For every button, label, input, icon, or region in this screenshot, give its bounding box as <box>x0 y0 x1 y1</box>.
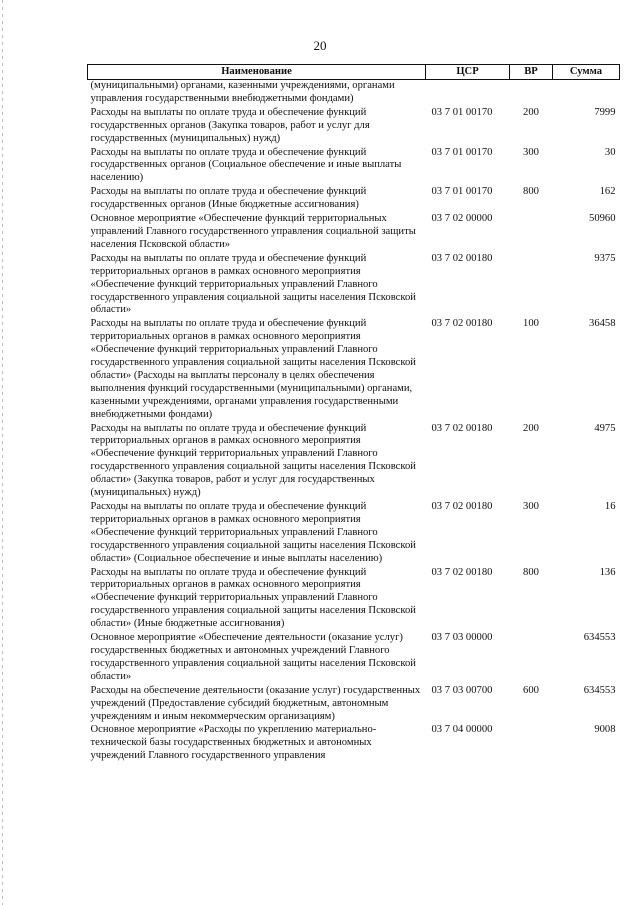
row-sum: 634553 <box>583 632 616 644</box>
row-name: Расходы на выплаты по оплате труда и обеспечение функций государственных органов (Закупка товаров, работ и услуг для государственных (муниципальных) нужд) <box>90 106 370 144</box>
row-name: Расходы на выплаты по оплате труда и обеспечение функций территориальных органов в рамках основного мероприятия «Обеспечение функций территориальных управлений Главного государственного управления социальной защиты населения Псковской области» <box>90 252 416 316</box>
row-vr: 800 <box>523 186 539 198</box>
header-csr: ЦСР <box>426 65 510 80</box>
row-sum: 16 <box>604 501 616 512</box>
row-csr: 03 7 01 00170 <box>431 186 493 198</box>
row-sum: 634553 <box>583 684 616 696</box>
row-sum: 9375 <box>594 252 616 264</box>
row-name: (муниципальными) органами, казенными учреждениями, органами управления государственными внебюджетными фондами) <box>90 80 395 104</box>
row-csr: 03 7 02 00000 <box>431 213 493 225</box>
row-vr: 200 <box>523 422 539 434</box>
page-edge-margin <box>2 0 3 905</box>
row-csr: 03 7 02 00180 <box>431 318 493 330</box>
row-vr: 300 <box>523 146 539 158</box>
row-vr: 300 <box>523 501 539 512</box>
row-vr: 800 <box>523 566 539 578</box>
table-row <box>88 567 620 633</box>
row-vr <box>510 632 553 685</box>
row-csr <box>426 80 510 107</box>
row-csr: 03 7 01 00170 <box>431 106 493 118</box>
table-row <box>88 80 620 107</box>
row-name: Расходы на выплаты по оплате труда и обеспечение функций территориальных органов в рамках основного мероприятия «Обеспечение функций территориальных управлений Главного государственного управления социальной защиты населения Псковской области» (Социальное обеспечение и иные выплаты населению) <box>90 501 416 564</box>
header-vr: ВР <box>510 65 553 80</box>
row-name: Расходы на выплаты по оплате труда и обеспечение функций территориальных органов в рамках основного мероприятия «Обеспечение функций территориальных управлений Главного государственного управления социальной защиты населения Псковской области» (Расходы на выплаты персоналу в целях обеспечения выполнения функций государственными (муниципальными) органами, казенными учреждениями, органами управления государственными внебюджетными фондами) <box>90 318 416 420</box>
table-header-row <box>88 65 620 80</box>
header-sum: Сумма <box>553 65 620 80</box>
table-row <box>88 724 620 764</box>
row-sum: 7999 <box>594 106 616 118</box>
budget-table <box>87 64 620 764</box>
row-vr: 100 <box>523 318 539 330</box>
table-row <box>88 318 620 422</box>
row-vr <box>510 80 553 107</box>
row-csr: 03 7 01 00170 <box>431 146 493 158</box>
table-row <box>88 253 620 319</box>
table-row <box>88 107 620 147</box>
row-vr <box>510 724 553 764</box>
row-name: Основное мероприятие «Обеспечение функций территориальных управлений Главного государственного управления социальной защиты населения Псковской области» <box>90 213 416 250</box>
row-vr <box>510 213 553 253</box>
row-vr: 200 <box>523 106 539 118</box>
row-sum: 162 <box>599 186 616 198</box>
row-csr: 03 7 02 00180 <box>431 252 493 264</box>
row-csr: 03 7 02 00180 <box>431 566 493 578</box>
row-csr: 03 7 03 00000 <box>431 632 493 644</box>
table-row <box>88 685 620 725</box>
row-sum: 9008 <box>594 724 616 736</box>
row-sum <box>553 80 620 107</box>
row-name: Расходы на выплаты по оплате труда и обеспечение функций территориальных органов в рамках основного мероприятия «Обеспечение функций территориальных управлений Главного государственного управления социальной защиты населения Псковской области» (Иные бюджетные ассигнования) <box>90 566 416 630</box>
page-number: 20 <box>313 38 327 53</box>
row-csr: 03 7 02 00180 <box>431 422 493 434</box>
row-vr <box>510 253 553 319</box>
table-row <box>88 186 620 213</box>
table-row <box>88 501 620 567</box>
table-row <box>88 213 620 253</box>
row-vr: 600 <box>523 684 539 696</box>
row-sum: 4975 <box>594 422 616 434</box>
row-name: Основное мероприятие «Расходы по укреплению материально-технической базы государственных бюджетных и автономных учреждений Главного государственного управления <box>90 724 377 762</box>
row-name: Основное мероприятие «Обеспечение деятельности (оказание услуг) государственных бюджетных и автономных учреждений Главного государственного управления социальной защиты населения Псковской области» <box>90 632 416 682</box>
row-csr: 03 7 03 00700 <box>431 684 493 696</box>
row-sum: 30 <box>604 146 616 158</box>
row-sum: 136 <box>599 566 616 578</box>
row-name: Расходы на выплаты по оплате труда и обеспечение функций государственных органов (Иные бюджетные ассигнования) <box>90 186 367 211</box>
header-name: Наименование <box>88 65 426 80</box>
row-name: Расходы на выплаты по оплате труда и обеспечение функций территориальных органов в рамках основного мероприятия «Обеспечение функций территориальных управлений Главного государственного управления социальной защиты населения Псковской области» (Закупка товаров, работ и услуг для государственных (муниципальных) нужд) <box>90 422 416 499</box>
row-sum: 36458 <box>589 318 616 330</box>
row-csr: 03 7 02 00180 <box>431 501 493 512</box>
table-row <box>88 423 620 501</box>
row-name: Расходы на обеспечение деятельности (оказание услуг) государственных учреждений (Предоставление субсидий бюджетным, автономным учреждениям и иным некоммерческим организациям) <box>90 684 421 722</box>
table-row <box>88 632 620 685</box>
table-row <box>88 147 620 187</box>
row-name: Расходы на выплаты по оплате труда и обеспечение функций государственных органов (Социальное обеспечение и иные выплаты населению) <box>90 146 402 184</box>
row-csr: 03 7 04 00000 <box>431 724 493 736</box>
row-sum: 50960 <box>589 213 616 225</box>
